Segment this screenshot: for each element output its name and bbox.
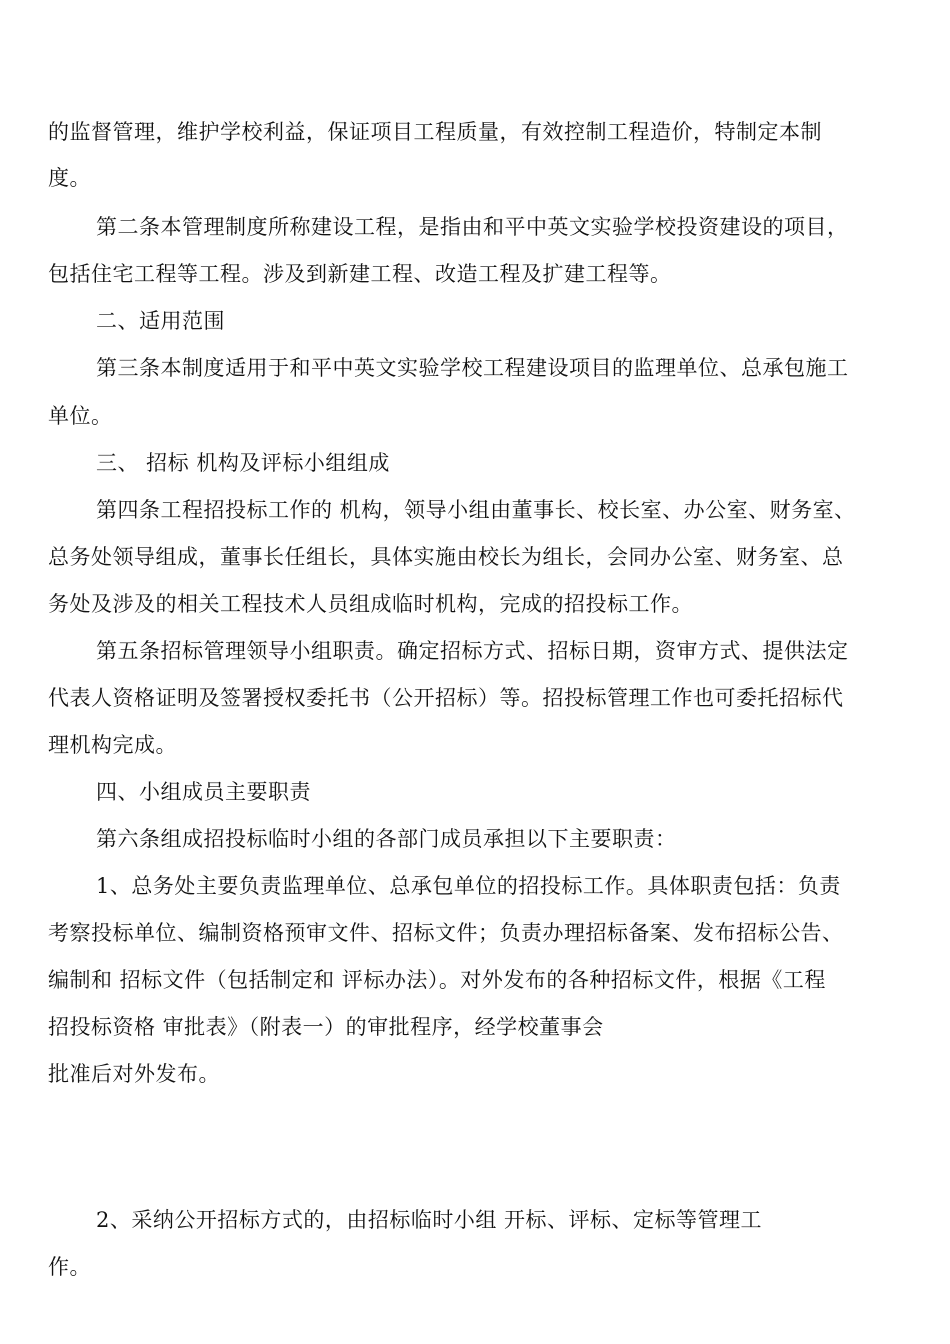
text-line-7: 单位。 [48,404,113,428]
text-line-13: 代表人资格证明及签署授权委托书（公开招标）等。招投标管理工作也可委托招标代 [48,686,844,710]
text-line-9: 第四条工程招投标工作的 机构，领导小组由董事长、校长室、办公室、财务室、 [96,498,856,522]
section-heading-4: 四、小组成员主要职责 [96,780,311,804]
text-line-20: 招投标资格 审批表》（附表一）的审批程序，经学校董事会 [48,1015,604,1039]
text-line-18: 考察投标单位、编制资格预审文件、招标文件；负责办理招标备案、发布招标公告、 [48,921,844,945]
text-line-11: 务处及涉及的相关工程技术人员组成临时机构，完成的招投标工作。 [48,592,693,616]
text-line-21: 批准后对外发布。 [48,1062,220,1086]
text-line-14: 理机构完成。 [48,733,177,757]
text-line-2: 度。 [48,166,91,190]
text-line-4: 包括住宅工程等工程。涉及到新建工程、改造工程及扩建工程等。 [48,262,672,286]
text-line-1: 的监督管理，维护学校利益，保证项目工程质量，有效控制工程造价，特制定本制 [48,120,822,144]
text-line-23: 作。 [48,1255,91,1279]
text-line-19: 编制和 招标文件（包括制定和 评标办法）。对外发布的各种招标文件，根据《工程 [48,968,826,992]
text-line-12: 第五条招标管理领导小组职责。确定招标方式、招标日期，资审方式、提供法定 [96,639,849,663]
text-line-22: 2、采纳公开招标方式的，由招标临时小组 开标、评标、定标等管理工 [96,1208,763,1232]
text-line-10: 总务处领导组成，董事长任组长，具体实施由校长为组长，会同办公室、财务室、总 [48,545,844,569]
section-heading-3: 三、 招标 机构及评标小组组成 [96,451,390,475]
text-line-17: 1、总务处主要负责监理单位、总承包单位的招投标工作。具体职责包括：负责 [96,874,841,898]
text-line-6: 第三条本制度适用于和平中英文实验学校工程建设项目的监理单位、总承包施工 [96,356,849,380]
section-heading-2: 二、适用范围 [96,309,225,333]
text-line-16: 第六条组成招投标临时小组的各部门成员承担以下主要职责： [96,827,677,851]
text-line-3: 第二条本管理制度所称建设工程，是指由和平中英文实验学校投资建设的项目， [96,215,849,239]
